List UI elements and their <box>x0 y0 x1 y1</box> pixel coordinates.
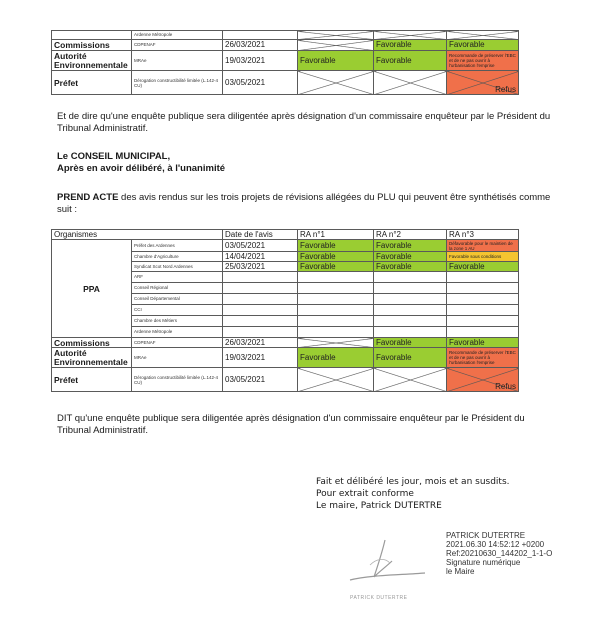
ra3-cell <box>447 327 519 338</box>
ra1-cell: Favorable <box>298 51 374 71</box>
header-organismes: Organismes <box>52 230 223 240</box>
ra2-cell: Favorable <box>374 252 447 262</box>
ra2-cell <box>374 294 447 305</box>
ra3-cell <box>447 294 519 305</box>
header-row <box>52 230 519 240</box>
org-cell: CCI <box>132 305 223 316</box>
ra2-cell <box>374 71 447 95</box>
org-cell: Dérogation constructibilité limitée (L.142-4 CU) <box>132 368 223 392</box>
dit-paragraph: DIT qu'une enquête publique sera diligentée après désignation d'un commissaire enquêteur par le Président du Tribunal Administratif. <box>57 413 525 436</box>
ra3-cell: Favorable <box>447 338 519 348</box>
closing-line-2: Pour extrait conforme <box>316 489 414 499</box>
ra2-cell: Favorable <box>374 40 447 51</box>
prend-acte-label: PREND ACTE <box>57 192 119 203</box>
ra2-cell <box>374 316 447 327</box>
signature-role: le Maire <box>446 567 475 576</box>
org-cell: Chambre des Métiers <box>132 316 223 327</box>
org-cell: Chambre d'Agriculture <box>132 252 223 262</box>
group-cell: Autorité Environnementale <box>52 51 132 71</box>
ra3-cell: Favorable <box>447 262 519 272</box>
table-row <box>52 368 519 392</box>
ra3-cell <box>447 316 519 327</box>
signature-ref: Ref:20210630_144202_1-1-O <box>446 549 553 558</box>
ra1-cell <box>298 338 374 348</box>
date-cell: 19/03/2021 <box>223 51 298 71</box>
org-cell: Syndicat Scot Nord Ardennes <box>132 262 223 272</box>
org-cell: CDPENAF <box>132 40 223 51</box>
ra2-cell <box>374 327 447 338</box>
ra3-cell: Défavorable pour le maintien de la zone 1 AU <box>447 240 519 252</box>
group-cell <box>52 31 132 40</box>
date-cell <box>223 294 298 305</box>
ra2-cell: Favorable <box>374 348 447 368</box>
summary-table-top <box>51 30 519 95</box>
ra1-cell: Favorable <box>298 348 374 368</box>
closing-line-3: Le maire, Patrick DUTERTRE <box>316 501 442 511</box>
signature-stamp-text: PATRICK DUTERTRE <box>350 595 408 601</box>
ra3-cell <box>447 305 519 316</box>
ra2-cell <box>374 305 447 316</box>
org-cell: Conseil Départemental <box>132 294 223 305</box>
ra2-cell <box>374 272 447 283</box>
date-cell: 14/04/2021 <box>223 252 298 262</box>
ra1-cell: Favorable <box>298 252 374 262</box>
ppa-label: PPA <box>52 240 132 338</box>
group-cell: Préfet <box>52 71 132 95</box>
org-cell: Dérogation constructibilité limitée (L.142-4 CU) <box>132 71 223 95</box>
ra3-cell <box>447 272 519 283</box>
group-cell: Autorité Environnementale <box>52 348 132 368</box>
group-cell: Préfet <box>52 368 132 392</box>
table-row <box>52 51 519 71</box>
org-cell: Préfet des Ardennes <box>132 240 223 252</box>
prend-acte-paragraph <box>57 192 557 216</box>
summary-table <box>51 229 519 392</box>
header-date: Date de l'avis <box>223 230 298 240</box>
date-cell: 03/05/2021 <box>223 240 298 252</box>
org-cell: CDPENAF <box>132 338 223 348</box>
ra3-cell: Favorable <box>447 40 519 51</box>
date-cell <box>223 327 298 338</box>
closing-line-1: Fait et délibéré les jour, mois et an susdits. <box>316 477 510 487</box>
org-cell: Conseil Régional <box>132 283 223 294</box>
header-ra1: RA n°1 <box>298 230 374 240</box>
ra3-cell: Recommande de préserver l'EBC et de ne pas ouvrir à l'urbanisation l'emprise <box>447 51 519 71</box>
ra1-cell: Favorable <box>298 240 374 252</box>
ra1-cell <box>298 283 374 294</box>
ra2-cell <box>374 368 447 392</box>
ra3-cell: Recommande de préserver l'EBC et de ne pas ouvrir à l'urbanisation l'emprise <box>447 348 519 368</box>
org-cell: MRAe <box>132 51 223 71</box>
date-cell <box>223 283 298 294</box>
org-cell: Ardenne Métropole <box>132 31 223 40</box>
ra2-cell <box>374 283 447 294</box>
group-cell: Commissions <box>52 40 132 51</box>
council-deliberation: Après en avoir délibéré, à l'unanimité <box>57 163 226 174</box>
signature-type: Signature numérique <box>446 558 521 567</box>
ra3-cell <box>447 283 519 294</box>
ra1-cell <box>298 294 374 305</box>
ra3-cell: Refus <box>447 368 519 392</box>
header-ra3: RA n°3 <box>447 230 519 240</box>
ra1-cell: Favorable <box>298 262 374 272</box>
ra2-cell <box>374 31 447 40</box>
ra1-cell <box>298 40 374 51</box>
date-cell <box>223 316 298 327</box>
ra2-cell: Favorable <box>374 262 447 272</box>
org-cell: ARF <box>132 272 223 283</box>
date-cell <box>223 305 298 316</box>
ra1-cell <box>298 316 374 327</box>
table-row <box>52 31 519 40</box>
ra2-cell: Favorable <box>374 51 447 71</box>
table-row <box>52 40 519 51</box>
ra3-cell <box>447 31 519 40</box>
ra1-cell <box>298 71 374 95</box>
ra1-cell <box>298 31 374 40</box>
ra1-cell <box>298 272 374 283</box>
ra1-cell <box>298 327 374 338</box>
ra1-cell <box>298 305 374 316</box>
date-cell: 19/03/2021 <box>223 348 298 368</box>
date-cell: 26/03/2021 <box>223 338 298 348</box>
group-cell: Commissions <box>52 338 132 348</box>
ra2-cell: Favorable <box>374 338 447 348</box>
date-cell: 25/03/2021 <box>223 262 298 272</box>
signature-name: PATRICK DUTERTRE <box>446 531 526 540</box>
table-row <box>52 348 519 368</box>
table-row <box>52 71 519 95</box>
date-cell <box>223 31 298 40</box>
enquete-paragraph: Et de dire qu'une enquête publique sera diligentée après désignation d'un commissaire enquêteur par le Président du Tribunal Administratif. <box>57 111 551 134</box>
date-cell: 26/03/2021 <box>223 40 298 51</box>
ra3-cell: Favorable sous conditions <box>447 252 519 262</box>
signature-timestamp: 2021.06.30 14:52:12 +0200 <box>446 540 545 549</box>
council-heading: Le CONSEIL MUNICIPAL, <box>57 151 171 162</box>
ra3-cell: Refus <box>447 71 519 95</box>
ra1-cell <box>298 368 374 392</box>
date-cell <box>223 272 298 283</box>
table-row <box>52 240 519 252</box>
date-cell: 03/05/2021 <box>223 71 298 95</box>
org-cell: MRAe <box>132 348 223 368</box>
prend-acte-text: des avis rendus sur les trois projets de révisions allégées du PLU qui peuvent être synthétisés comme suit : <box>57 192 551 215</box>
ra2-cell: Favorable <box>374 240 447 252</box>
date-cell: 03/05/2021 <box>223 368 298 392</box>
header-ra2: RA n°2 <box>374 230 447 240</box>
handwritten-signature <box>330 535 440 595</box>
table-row <box>52 338 519 348</box>
org-cell: Ardenne Métropole <box>132 327 223 338</box>
